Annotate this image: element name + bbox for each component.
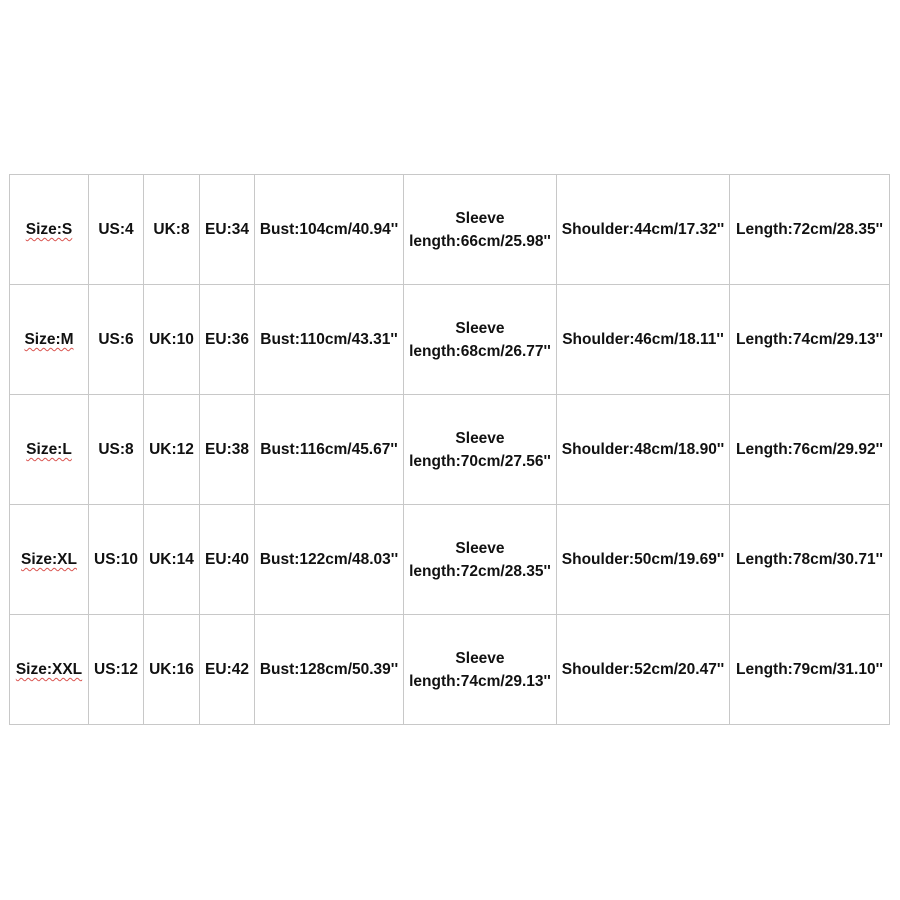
size-cell — [10, 285, 89, 395]
us-size-cell: US:10 — [89, 505, 144, 615]
us-size-cell: US:8 — [89, 395, 144, 505]
shoulder-cell: Shoulder:52cm/20.47'' — [557, 615, 730, 725]
uk-size-cell: UK:10 — [144, 285, 200, 395]
size-cell — [10, 395, 89, 505]
size-label: Size:XXL — [15, 661, 83, 678]
size-label: Size:XL — [21, 551, 77, 568]
sleeve-length-value: length:74cm/29.13'' — [409, 672, 551, 690]
uk-size-cell: UK:16 — [144, 615, 200, 725]
size-chart-body — [10, 175, 890, 725]
sleeve-length-cell — [404, 285, 557, 395]
sleeve-length-value: length:66cm/25.98'' — [409, 232, 551, 250]
bust-cell: Bust:116cm/45.67'' — [255, 395, 404, 505]
sleeve-length-cell — [404, 505, 557, 615]
sleeve-length-value: length:72cm/28.35'' — [409, 562, 551, 580]
eu-size-cell: EU:40 — [200, 505, 255, 615]
eu-size-cell: EU:36 — [200, 285, 255, 395]
size-cell — [10, 505, 89, 615]
length-cell: Length:78cm/30.71'' — [730, 505, 890, 615]
size-cell — [10, 175, 89, 285]
eu-size-cell: EU:42 — [200, 615, 255, 725]
bust-cell: Bust:128cm/50.39'' — [255, 615, 404, 725]
sleeve-label: Sleeve — [455, 539, 505, 557]
sleeve-label: Sleeve — [455, 319, 505, 337]
shoulder-cell: Shoulder:44cm/17.32'' — [557, 175, 730, 285]
size-label: Size:L — [26, 441, 72, 458]
shoulder-cell: Shoulder:46cm/18.11'' — [557, 285, 730, 395]
table-row — [10, 615, 890, 725]
sleeve-label: Sleeve — [455, 649, 505, 667]
uk-size-cell: UK:14 — [144, 505, 200, 615]
size-label: Size:M — [24, 331, 74, 348]
bust-cell: Bust:122cm/48.03'' — [255, 505, 404, 615]
sleeve-label: Sleeve — [455, 209, 505, 227]
sleeve-length-cell — [404, 175, 557, 285]
sleeve-length-value: length:68cm/26.77'' — [409, 342, 551, 360]
size-label: Size:S — [25, 221, 73, 238]
table-row — [10, 395, 890, 505]
length-cell: Length:76cm/29.92'' — [730, 395, 890, 505]
uk-size-cell: UK:12 — [144, 395, 200, 505]
eu-size-cell: EU:38 — [200, 395, 255, 505]
bust-cell: Bust:110cm/43.31'' — [255, 285, 404, 395]
table-row — [10, 175, 890, 285]
length-cell: Length:72cm/28.35'' — [730, 175, 890, 285]
length-cell: Length:74cm/29.13'' — [730, 285, 890, 395]
sleeve-label: Sleeve — [455, 429, 505, 447]
size-cell — [10, 615, 89, 725]
us-size-cell: US:12 — [89, 615, 144, 725]
uk-size-cell: UK:8 — [144, 175, 200, 285]
sleeve-length-cell — [404, 615, 557, 725]
length-cell: Length:79cm/31.10'' — [730, 615, 890, 725]
sleeve-length-value: length:70cm/27.56'' — [409, 452, 551, 470]
us-size-cell: US:6 — [89, 285, 144, 395]
sleeve-length-cell — [404, 395, 557, 505]
eu-size-cell: EU:34 — [200, 175, 255, 285]
bust-cell: Bust:104cm/40.94'' — [255, 175, 404, 285]
shoulder-cell: Shoulder:48cm/18.90'' — [557, 395, 730, 505]
size-chart-table — [9, 174, 890, 725]
shoulder-cell: Shoulder:50cm/19.69'' — [557, 505, 730, 615]
us-size-cell: US:4 — [89, 175, 144, 285]
table-row — [10, 505, 890, 615]
table-row — [10, 285, 890, 395]
